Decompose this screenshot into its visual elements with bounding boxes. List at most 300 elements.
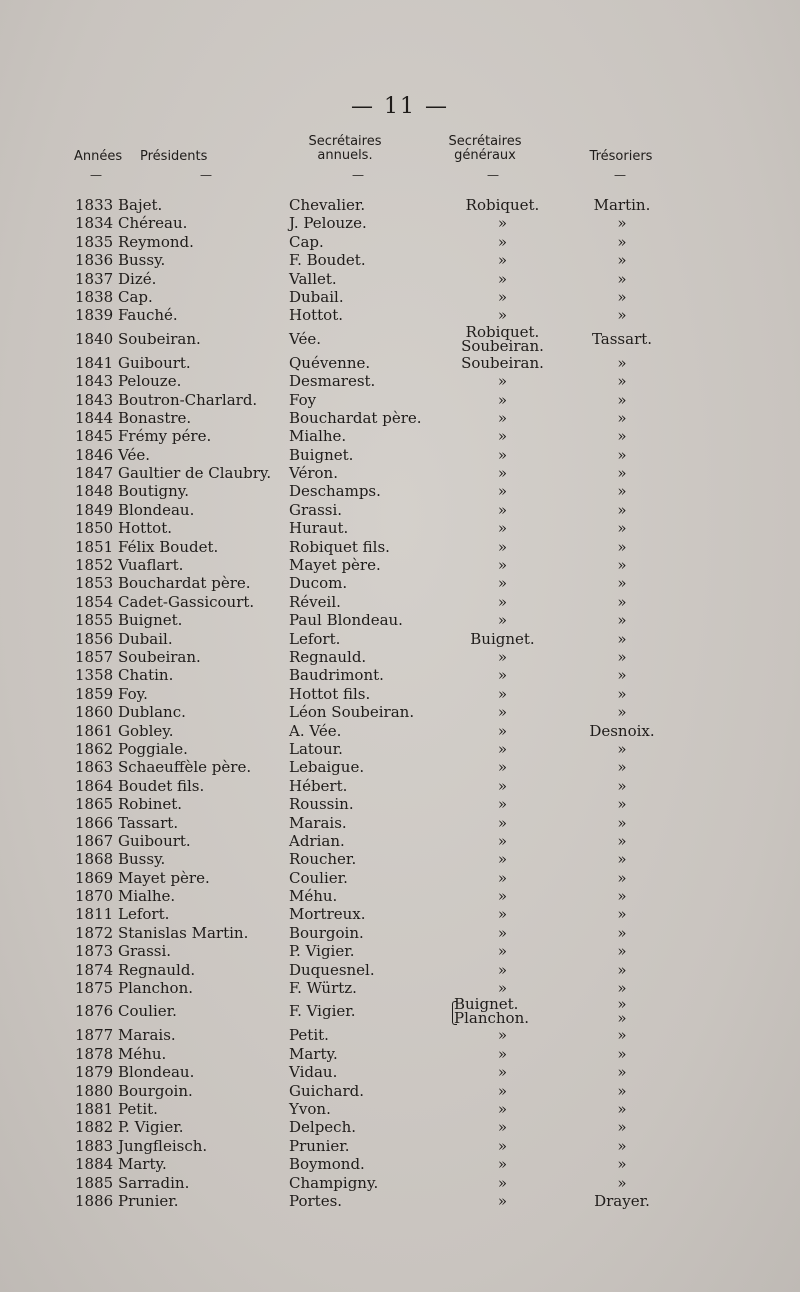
table-row bbox=[0, 538, 800, 556]
president-cell: Cadet-Gassicourt. bbox=[118, 592, 255, 611]
tresorier-cell: » bbox=[617, 353, 627, 372]
president-cell: Blondeau. bbox=[118, 500, 195, 519]
secretaire-general-cell: » bbox=[497, 408, 508, 427]
year-cell: 1848 bbox=[75, 482, 114, 501]
secretaire-annuel-cell: F. Boudet. bbox=[289, 251, 366, 270]
tresorier-cell: » bbox=[617, 592, 627, 611]
year-cell: 1835 bbox=[75, 232, 114, 251]
tresorier-cell: » bbox=[617, 831, 627, 850]
president-cell: Reymond. bbox=[118, 232, 194, 251]
year-cell: 1841 bbox=[75, 353, 114, 372]
officers-table bbox=[0, 196, 800, 1210]
table-row bbox=[0, 482, 800, 500]
president-cell: Regnauld. bbox=[118, 960, 196, 979]
president-cell: Petit. bbox=[118, 1099, 158, 1118]
president-cell: Marty. bbox=[118, 1155, 167, 1174]
secretaire-general-cell: » bbox=[497, 592, 508, 611]
secretaire-annuel-cell: Roucher. bbox=[289, 850, 357, 869]
secretaire-annuel-cell: Hottot fils. bbox=[289, 684, 371, 703]
president-cell: Poggiale. bbox=[118, 739, 188, 758]
president-cell: Dizé. bbox=[118, 269, 157, 288]
secretaire-annuel-cell: Mayet père. bbox=[289, 556, 381, 575]
president-cell: Méhu. bbox=[118, 1044, 167, 1063]
tresorier-line: » bbox=[617, 1009, 627, 1028]
secretaire-general-cell: » bbox=[497, 537, 508, 556]
header-dash: — bbox=[614, 168, 626, 182]
secretaire-general-cell: » bbox=[497, 287, 508, 306]
tresorier-cell: » bbox=[617, 758, 627, 777]
secretaire-annuel-cell: F. Vigier. bbox=[289, 1002, 356, 1021]
secretaire-annuel-cell: Boymond. bbox=[289, 1155, 365, 1174]
year-cell: 1870 bbox=[75, 887, 114, 906]
tresorier-cell: » bbox=[617, 1118, 627, 1137]
year-cell: 1886 bbox=[75, 1191, 114, 1210]
tresorier-cell: » bbox=[617, 703, 627, 722]
president-cell: Grassi. bbox=[118, 942, 172, 961]
tresorier-cell: » bbox=[617, 960, 627, 979]
secretaire-general-cell: » bbox=[497, 813, 508, 832]
year-cell: 1836 bbox=[75, 251, 114, 270]
year-cell: 1862 bbox=[75, 739, 114, 758]
table-row bbox=[0, 1026, 800, 1044]
tresorier-cell: » bbox=[617, 464, 627, 483]
table-row bbox=[0, 519, 800, 537]
header-tresoriers: Trésoriers bbox=[589, 149, 653, 164]
president-cell: Bourgoin. bbox=[118, 1081, 193, 1100]
secretaire-general-cell: » bbox=[497, 647, 508, 666]
secretaire-general-cell: » bbox=[497, 1044, 508, 1063]
secretaire-annuel-cell: P. Vigier. bbox=[289, 942, 355, 961]
secretaire-general-cell: » bbox=[497, 758, 508, 777]
year-cell: 1358 bbox=[75, 666, 114, 685]
secretaire-annuel-cell: Regnauld. bbox=[289, 647, 367, 666]
secretaire-annuel-cell: Hébert. bbox=[289, 776, 348, 795]
tresorier-cell: » bbox=[617, 684, 627, 703]
tresorier-cell: » bbox=[617, 813, 627, 832]
secretaire-annuel-cell: Dubail. bbox=[289, 287, 344, 306]
secretaire-general-cell: » bbox=[497, 776, 508, 795]
secretaire-general-cell: » bbox=[497, 1155, 508, 1174]
table-row bbox=[0, 574, 800, 592]
year-cell: 1840 bbox=[75, 329, 114, 348]
table-row bbox=[0, 611, 800, 629]
tresorier-cell: » bbox=[617, 666, 627, 685]
secretaire-general-cell: » bbox=[497, 1026, 508, 1045]
president-cell: Marais. bbox=[118, 1026, 176, 1045]
president-cell: Bajet. bbox=[118, 196, 163, 214]
secretaire-general-cell: » bbox=[497, 390, 508, 409]
year-cell: 1873 bbox=[75, 942, 114, 961]
tresorier-cell: » bbox=[617, 850, 627, 869]
year-cell: 1837 bbox=[75, 269, 114, 288]
tresorier-cell bbox=[572, 995, 672, 1028]
secretaire-general-cell: » bbox=[497, 1118, 508, 1137]
year-cell: 1872 bbox=[75, 923, 114, 942]
secretaire-annuel-cell: Deschamps. bbox=[289, 482, 381, 501]
secretaire-general-cell: » bbox=[497, 1099, 508, 1118]
secretaire-annuel-cell: Bouchardat père. bbox=[289, 408, 422, 427]
table-row bbox=[0, 961, 800, 979]
secretaire-general-cell: » bbox=[497, 795, 508, 814]
secretaire-general-cell: » bbox=[497, 1063, 508, 1082]
president-cell: Chatin. bbox=[118, 666, 174, 685]
secretaire-annuel-cell: Mialhe. bbox=[289, 427, 347, 446]
secretaire-annuel-cell: Robiquet fils. bbox=[289, 537, 390, 556]
president-cell: Soubeiran. bbox=[118, 329, 201, 348]
president-cell: Tassart. bbox=[118, 813, 179, 832]
header-presidents: Présidents bbox=[140, 149, 208, 164]
tresorier-cell: » bbox=[617, 905, 627, 924]
tresorier-cell: » bbox=[617, 611, 627, 630]
table-row bbox=[0, 556, 800, 574]
year-cell: 1849 bbox=[75, 500, 114, 519]
table-row bbox=[0, 905, 800, 923]
table-row bbox=[0, 740, 800, 758]
header-dash: — bbox=[487, 168, 499, 182]
secretaire-general-cell: » bbox=[497, 739, 508, 758]
president-cell: Bussy. bbox=[118, 850, 166, 869]
year-cell: 1882 bbox=[75, 1118, 114, 1137]
president-cell: Mayet père. bbox=[118, 868, 210, 887]
table-row bbox=[0, 887, 800, 905]
year-cell: 1845 bbox=[75, 427, 114, 446]
header-secretaires-annuels: Secrétaires annuels. bbox=[308, 134, 382, 163]
president-cell: Gaultier de Claubry. bbox=[118, 464, 272, 483]
secretaire-general-line: Robiquet. bbox=[465, 322, 540, 341]
tresorier-cell: » bbox=[617, 942, 627, 961]
year-cell: 1874 bbox=[75, 960, 114, 979]
president-cell: Félix Boudet. bbox=[118, 537, 219, 556]
president-cell: Boudet fils. bbox=[118, 776, 205, 795]
year-cell: 1847 bbox=[75, 464, 114, 483]
table-row bbox=[0, 1082, 800, 1100]
secretaire-general-cell: » bbox=[497, 214, 508, 233]
secretaire-annuel-cell: Delpech. bbox=[289, 1118, 357, 1137]
tresorier-cell: » bbox=[617, 647, 627, 666]
secretaire-general-cell: » bbox=[497, 831, 508, 850]
table-row bbox=[0, 758, 800, 776]
table-row bbox=[0, 196, 800, 214]
year-cell: 1879 bbox=[75, 1063, 114, 1082]
table-row bbox=[0, 666, 800, 684]
secretaire-annuel-cell: Vallet. bbox=[289, 269, 337, 288]
table-row bbox=[0, 1192, 800, 1210]
tresorier-cell: Tassart. bbox=[591, 329, 653, 348]
year-cell: 1878 bbox=[75, 1044, 114, 1063]
secretaire-general-line: Soubeiran. bbox=[461, 336, 544, 355]
secretaire-annuel-cell: Marty. bbox=[289, 1044, 338, 1063]
secretaire-general-cell: » bbox=[497, 1081, 508, 1100]
year-cell: 1881 bbox=[75, 1099, 114, 1118]
secretaire-annuel-cell: F. Würtz. bbox=[289, 979, 357, 998]
header-secretaires-generaux: Secrétaires généraux bbox=[448, 134, 522, 163]
president-cell: Lefort. bbox=[118, 905, 170, 924]
president-cell: Buignet. bbox=[118, 611, 183, 630]
secretaire-general-cell: » bbox=[497, 721, 508, 740]
table-row bbox=[0, 1100, 800, 1118]
tresorier-cell: » bbox=[617, 445, 627, 464]
tresorier-cell: » bbox=[617, 537, 627, 556]
president-cell: Guibourt. bbox=[118, 353, 191, 372]
year-cell: 1860 bbox=[75, 703, 114, 722]
year-cell: 1850 bbox=[75, 519, 114, 538]
secretaire-annuel-cell: Grassi. bbox=[289, 500, 343, 519]
header-dash: — bbox=[90, 168, 102, 182]
secretaire-annuel-cell: Marais. bbox=[289, 813, 347, 832]
tresorier-cell: Martin. bbox=[593, 196, 651, 214]
table-row bbox=[0, 722, 800, 740]
tresorier-cell: » bbox=[617, 1081, 627, 1100]
secretaire-general-cell: » bbox=[497, 887, 508, 906]
table-row bbox=[0, 832, 800, 850]
tresorier-cell: » bbox=[617, 390, 627, 409]
header-dash: — bbox=[352, 168, 364, 182]
year-cell: 1869 bbox=[75, 868, 114, 887]
table-row bbox=[0, 270, 800, 288]
secretaire-annuel-cell: Duquesnel. bbox=[289, 960, 375, 979]
tresorier-cell: » bbox=[617, 232, 627, 251]
header-annees: Années bbox=[74, 149, 123, 164]
table-row bbox=[0, 685, 800, 703]
secretaire-general-cell: » bbox=[497, 500, 508, 519]
year-cell: 1863 bbox=[75, 758, 114, 777]
secretaire-general-cell: » bbox=[497, 556, 508, 575]
secretaire-general-cell: » bbox=[497, 1191, 508, 1210]
secretaire-annuel-cell: Lefort. bbox=[289, 629, 341, 648]
secretaire-general-cell: Robiquet. bbox=[465, 196, 540, 214]
president-cell: Jungfleisch. bbox=[118, 1136, 208, 1155]
year-cell: 1855 bbox=[75, 611, 114, 630]
secretaire-annuel-cell: Hottot. bbox=[289, 306, 343, 325]
secretaire-annuel-cell: Prunier. bbox=[289, 1136, 350, 1155]
year-cell: 1884 bbox=[75, 1155, 114, 1174]
secretaire-annuel-cell: Latour. bbox=[289, 739, 343, 758]
table-row bbox=[0, 979, 800, 997]
secretaire-general-cell: » bbox=[497, 372, 508, 391]
president-cell: Schaeuffèle père. bbox=[118, 758, 252, 777]
president-cell: Bouchardat père. bbox=[118, 574, 251, 593]
tresorier-cell: » bbox=[617, 1173, 627, 1192]
secretaire-annuel-cell: Mortreux. bbox=[289, 905, 366, 924]
secretaire-general-cell: » bbox=[497, 1136, 508, 1155]
president-cell: Dubail. bbox=[118, 629, 173, 648]
tresorier-cell: » bbox=[617, 556, 627, 575]
table-row bbox=[0, 251, 800, 269]
table-row bbox=[0, 306, 800, 324]
secretaire-annuel-cell: A. Vée. bbox=[289, 721, 342, 740]
table-row bbox=[0, 446, 800, 464]
year-cell: 1868 bbox=[75, 850, 114, 869]
year-cell: 1875 bbox=[75, 979, 114, 998]
tresorier-cell: » bbox=[617, 887, 627, 906]
tresorier-cell: » bbox=[617, 251, 627, 270]
year-cell: 1876 bbox=[75, 1002, 114, 1021]
president-cell: P. Vigier. bbox=[118, 1118, 184, 1137]
table-row bbox=[0, 464, 800, 482]
secretaire-general-cell: » bbox=[497, 923, 508, 942]
tresorier-cell: » bbox=[617, 372, 627, 391]
table-row bbox=[0, 777, 800, 795]
president-cell: Fauché. bbox=[118, 306, 178, 325]
secretaire-annuel-cell: Huraut. bbox=[289, 519, 349, 538]
secretaire-general-cell bbox=[440, 322, 565, 355]
secretaire-general-cell: » bbox=[497, 979, 508, 998]
table-row bbox=[0, 322, 800, 355]
president-cell: Bonastre. bbox=[118, 408, 192, 427]
president-cell: Planchon. bbox=[118, 979, 194, 998]
president-cell: Hottot. bbox=[118, 519, 172, 538]
secretaire-annuel-cell: Portes. bbox=[289, 1191, 343, 1210]
secretaire-annuel-cell: Petit. bbox=[289, 1026, 329, 1045]
secretaire-general-cell: » bbox=[497, 427, 508, 446]
secretaire-annuel-cell: Véron. bbox=[289, 464, 338, 483]
table-row bbox=[0, 795, 800, 813]
year-cell: 1853 bbox=[75, 574, 114, 593]
secretaire-annuel-cell: Cap. bbox=[289, 232, 324, 251]
tresorier-cell: » bbox=[617, 519, 627, 538]
secretaire-general-cell: » bbox=[497, 611, 508, 630]
tresorier-cell: » bbox=[617, 795, 627, 814]
secretaire-annuel-cell: Lebaigue. bbox=[289, 758, 365, 777]
president-cell: Sarradin. bbox=[118, 1173, 190, 1192]
secretaire-general-cell: » bbox=[497, 666, 508, 685]
secretaire-general-cell: » bbox=[497, 850, 508, 869]
table-row bbox=[0, 233, 800, 251]
tresorier-cell: » bbox=[617, 923, 627, 942]
table-row bbox=[0, 630, 800, 648]
secretaire-annuel-cell: Adrian. bbox=[289, 831, 345, 850]
year-cell: 1856 bbox=[75, 629, 114, 648]
president-cell: Mialhe. bbox=[118, 887, 176, 906]
secretaire-general-cell bbox=[440, 995, 579, 1028]
year-cell: 1857 bbox=[75, 647, 114, 666]
secretaire-annuel-cell: Paul Blondeau. bbox=[289, 611, 403, 630]
year-cell: 1877 bbox=[75, 1026, 114, 1045]
secretaire-general-cell: » bbox=[497, 232, 508, 251]
secretaire-general-cell: Buignet. bbox=[470, 629, 535, 648]
secretaire-annuel-cell: Léon Soubeiran. bbox=[289, 703, 415, 722]
president-cell: Pelouze. bbox=[118, 372, 182, 391]
secretaire-annuel-cell: J. Pelouze. bbox=[289, 214, 367, 233]
secretaire-general-cell: » bbox=[497, 574, 508, 593]
secretaire-general-cell: » bbox=[497, 942, 508, 961]
president-cell: Soubeiran. bbox=[118, 647, 201, 666]
secretaire-annuel-cell: Quévenne. bbox=[289, 353, 371, 372]
president-cell: Chéreau. bbox=[118, 214, 188, 233]
tresorier-cell: » bbox=[617, 776, 627, 795]
table-row bbox=[0, 214, 800, 232]
tresorier-cell: » bbox=[617, 500, 627, 519]
secretaire-annuel-cell: Yvon. bbox=[289, 1099, 331, 1118]
tresorier-cell: » bbox=[617, 1026, 627, 1045]
tresorier-cell: » bbox=[617, 482, 627, 501]
tresorier-cell: » bbox=[617, 1063, 627, 1082]
president-cell: Guibourt. bbox=[118, 831, 191, 850]
table-row bbox=[0, 997, 800, 1026]
secretaire-general-cell: » bbox=[497, 684, 508, 703]
tresorier-cell: » bbox=[617, 1044, 627, 1063]
secretaire-general-cell: » bbox=[497, 519, 508, 538]
year-cell: 1846 bbox=[75, 445, 114, 464]
president-cell: Prunier. bbox=[118, 1191, 179, 1210]
table-row bbox=[0, 1155, 800, 1173]
year-cell: 1859 bbox=[75, 684, 114, 703]
table-row bbox=[0, 1063, 800, 1081]
table-row bbox=[0, 409, 800, 427]
year-cell: 1880 bbox=[75, 1081, 114, 1100]
secretaire-general-cell: » bbox=[497, 703, 508, 722]
year-cell: 1839 bbox=[75, 306, 114, 325]
secretaire-general-cell: » bbox=[497, 445, 508, 464]
tresorier-cell: » bbox=[617, 269, 627, 288]
secretaire-general-cell: Soubeiran. bbox=[461, 353, 544, 372]
page-number: — 11 — bbox=[351, 94, 449, 119]
secretaire-general-cell: » bbox=[497, 464, 508, 483]
secretaire-general-cell: » bbox=[497, 1173, 508, 1192]
president-cell: Cap. bbox=[118, 287, 153, 306]
table-row bbox=[0, 703, 800, 721]
secretaire-annuel-cell: Méhu. bbox=[289, 887, 338, 906]
secretaire-general-cell: » bbox=[497, 905, 508, 924]
table-row bbox=[0, 1118, 800, 1136]
table-row bbox=[0, 391, 800, 409]
table-row bbox=[0, 869, 800, 887]
president-cell: Boutigny. bbox=[118, 482, 190, 501]
tresorier-cell: » bbox=[617, 739, 627, 758]
tresorier-cell: » bbox=[617, 868, 627, 887]
year-cell: 1865 bbox=[75, 795, 114, 814]
table-row bbox=[0, 427, 800, 445]
table-row bbox=[0, 1137, 800, 1155]
year-cell: 1811 bbox=[75, 905, 114, 924]
year-cell: 1838 bbox=[75, 287, 114, 306]
secretaire-annuel-cell: Chevalier. bbox=[289, 196, 366, 214]
secretaire-general-cell: » bbox=[497, 868, 508, 887]
secretaire-annuel-cell: Bourgoin. bbox=[289, 923, 364, 942]
table-row bbox=[0, 372, 800, 390]
year-cell: 1854 bbox=[75, 592, 114, 611]
secretaire-general-cell: » bbox=[497, 960, 508, 979]
table-row bbox=[0, 354, 800, 372]
secretaire-annuel-cell: Baudrimont. bbox=[289, 666, 384, 685]
table-row bbox=[0, 1174, 800, 1192]
year-cell: 1885 bbox=[75, 1173, 114, 1192]
year-cell: 1867 bbox=[75, 831, 114, 850]
tresorier-cell: » bbox=[617, 306, 627, 325]
year-cell: 1861 bbox=[75, 721, 114, 740]
table-row bbox=[0, 850, 800, 868]
header-dash: — bbox=[200, 168, 212, 182]
president-cell: Dublanc. bbox=[118, 703, 186, 722]
secretaire-general-cell: » bbox=[497, 306, 508, 325]
year-cell: 1843 bbox=[75, 372, 114, 391]
president-cell: Vée. bbox=[118, 445, 150, 464]
secretaire-general-line: Buignet. bbox=[454, 995, 519, 1014]
secretaire-general-line: Planchon. bbox=[454, 1009, 530, 1028]
table-row bbox=[0, 814, 800, 832]
tresorier-cell: » bbox=[617, 1136, 627, 1155]
secretaire-annuel-cell: Réveil. bbox=[289, 592, 341, 611]
year-cell: 1883 bbox=[75, 1136, 114, 1155]
tresorier-cell: » bbox=[617, 574, 627, 593]
secretaire-annuel-cell: Coulier. bbox=[289, 868, 348, 887]
president-cell: Boutron-Charlard. bbox=[118, 390, 258, 409]
tresorier-cell: » bbox=[617, 427, 627, 446]
president-cell: Robinet. bbox=[118, 795, 183, 814]
table-row bbox=[0, 501, 800, 519]
secretaire-annuel-cell: Desmarest. bbox=[289, 372, 376, 391]
secretaire-general-cell: » bbox=[497, 269, 508, 288]
